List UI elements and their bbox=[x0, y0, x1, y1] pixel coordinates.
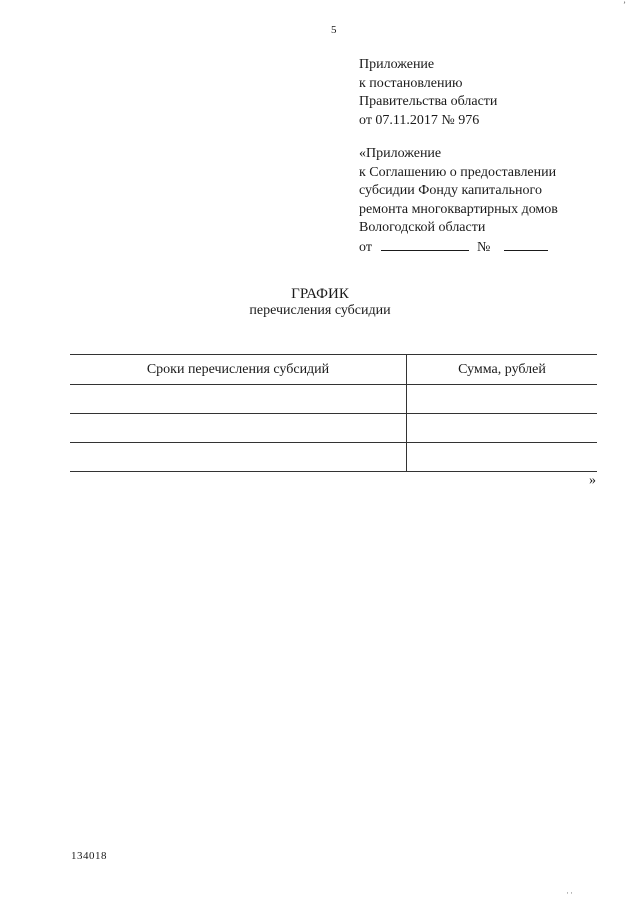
annex-line: «Приложение bbox=[359, 146, 442, 161]
table-cell bbox=[70, 414, 407, 443]
document-subtitle: перечисления субсидии bbox=[249, 303, 391, 318]
approval-line: Приложение bbox=[359, 57, 435, 72]
approval-line: Правительства области bbox=[359, 94, 498, 109]
annex-line: к Соглашению о предоставлении bbox=[359, 164, 557, 180]
number-blank-field bbox=[504, 238, 548, 251]
approval-line: к постановлению bbox=[359, 75, 463, 91]
table-header-row bbox=[70, 355, 597, 385]
column-header-dates: Сроки перечисления субсидий bbox=[70, 355, 407, 385]
table-row bbox=[70, 385, 597, 414]
annex-date-prefix: от bbox=[359, 239, 372, 255]
annex-line: ремонта многоквартирных домов bbox=[359, 201, 558, 217]
annex-line: Вологодской области bbox=[359, 220, 486, 235]
table-cell bbox=[70, 443, 407, 472]
table-row bbox=[70, 414, 597, 443]
table-cell bbox=[407, 385, 598, 414]
table-cell bbox=[70, 385, 407, 414]
date-blank-field bbox=[381, 238, 469, 251]
closing-quote-mark: » bbox=[589, 473, 596, 488]
annex-line: субсидии Фонду капитального bbox=[359, 183, 542, 198]
table-cell bbox=[407, 414, 598, 443]
scan-artifact-mark: ʼ bbox=[623, 0, 626, 10]
annex-block bbox=[359, 145, 609, 257]
annex-number-sign: № bbox=[476, 239, 491, 255]
table-cell bbox=[407, 443, 598, 472]
approval-block bbox=[359, 56, 599, 130]
schedule-table bbox=[70, 354, 597, 472]
column-header-amount: Сумма, рублей bbox=[407, 355, 598, 385]
footer-document-code: 134018 bbox=[71, 850, 107, 862]
scan-artifact-dots: ·· bbox=[566, 888, 574, 898]
approval-line: от 07.11.2017 № 976 bbox=[359, 112, 480, 128]
table-row bbox=[70, 443, 597, 472]
page-number: 5 bbox=[331, 24, 337, 36]
document-title: ГРАФИК bbox=[291, 286, 349, 302]
annex-date-line bbox=[359, 238, 609, 258]
